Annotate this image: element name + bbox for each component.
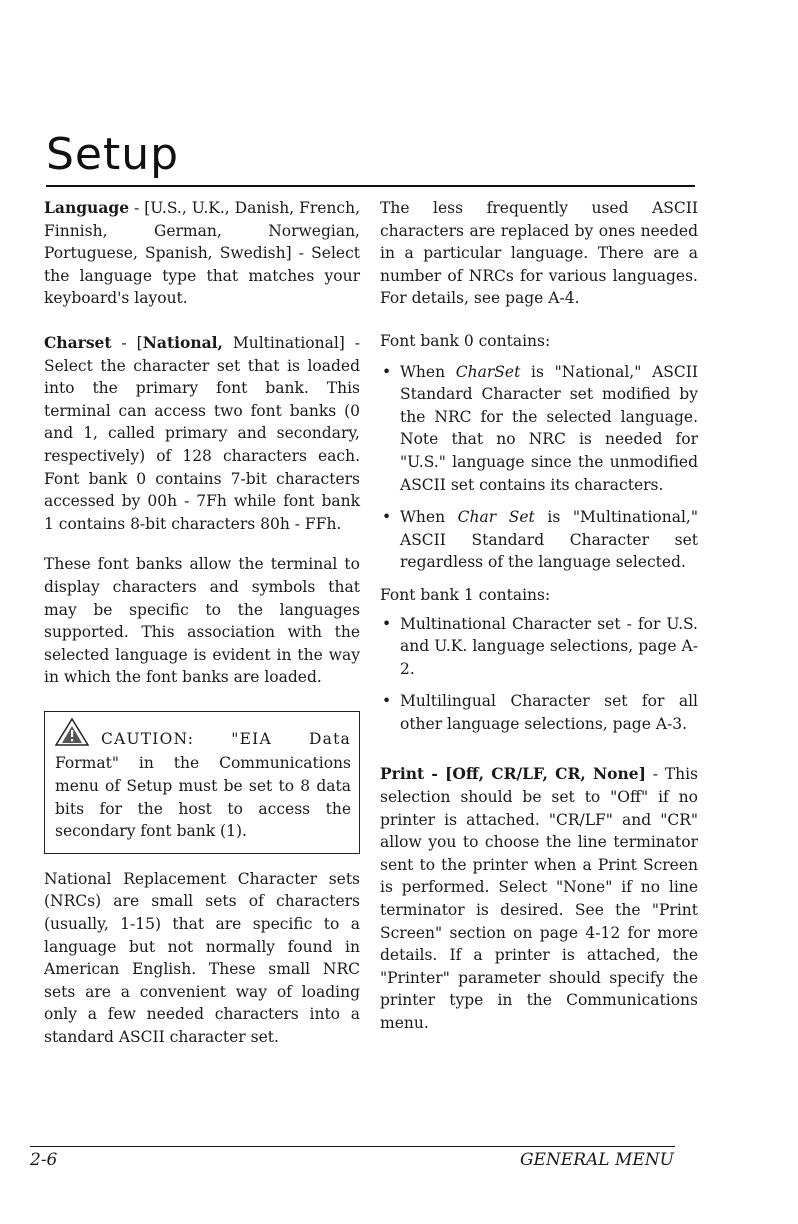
list-item: • Multilingual Character set for all other language selections, page A-3. [400, 690, 698, 735]
print-paragraph [380, 763, 698, 1034]
charset-term: Charset [44, 332, 112, 352]
bank0-list [380, 361, 698, 574]
font-banks-paragraph: These font banks allow the terminal to display characters and symbols that may be specific to the languages supported. This association with the selected language is evident in the way in which the font banks are loaded. [44, 555, 360, 687]
list-item: • When CharSet is "National," ASCII Standard Character set modified by the NRC for the selected language. Note that no NRC is needed for "U.S." language since the unmodified ASCII set contains its characters. [400, 361, 698, 497]
print-text: - This selection should be set to "Off" if no printer is attached. "CR/LF" and "CR" allow you to choose the line terminator sent to the printer when a Print Screen is performed. Select "None" if no line terminator is desired. See the "Print Screen" section on page 4-12 for more details. If a printer is attached, the "Printer" parameter should specify the printer type in the Communications menu. [380, 765, 698, 1032]
title-rule [46, 185, 695, 187]
language-text: - [U.S., U.K., Danish, French, Finnish, German, Norwegian, Portuguese, Spanish, Swedish] - Select the language type that matches your keyboard's layout. [44, 199, 360, 308]
intro-paragraph: The less frequently used ASCII characters are replaced by ones needed in a particular language. There are a number of NRCs for various languages. For details, see page A-4. [380, 199, 698, 308]
list-item: • Multinational Character set - for U.S. and U.K. language selections, page A-2. [400, 613, 698, 681]
caution-box [44, 711, 360, 854]
page-title: Setup [46, 129, 180, 180]
caution-text: Format" in the Communications menu of Setup must be set to 8 data bits for the host to access the secondary font bank (1). [55, 754, 351, 841]
bank0-label: Font bank 0 contains: [380, 331, 551, 350]
caution-paragraph [55, 718, 351, 843]
list-item: • When Char Set is "Multinational," ASCII Standard Character set regardless of the language selected. [400, 506, 698, 574]
emphasis: CharSet [455, 362, 521, 381]
right-column [380, 197, 698, 1035]
bank1-label: Font bank 1 contains: [380, 585, 551, 604]
charset-text: Multinational] - Select the character set that is loaded into the primary font bank. This terminal can access two font banks (0 and 1, called primary and secondary, respectively) of 128 characters each. Font bank 0 contains 7-bit characters accessed by 00h - 7Fh while font bank 1 contains 8-bit characters 80h - FFh. [44, 333, 361, 533]
emphasis: Char Set [457, 508, 535, 527]
footer-rule [30, 1146, 675, 1147]
warning-icon [55, 718, 89, 753]
charset-dash: - [ [111, 333, 143, 352]
section-title: GENERAL MENU [519, 1150, 674, 1170]
charset-default: National, [142, 332, 223, 352]
page-number: 2-6 [30, 1150, 58, 1170]
caution-heading: CAUTION: "EIA Data [101, 729, 351, 748]
language-paragraph [44, 197, 360, 310]
language-term: Language [44, 198, 130, 217]
charset-paragraph [44, 332, 360, 535]
nrc-paragraph: National Replacement Character sets (NRCs) are small sets of characters (usually, 1-15) that are specific to a language but not normally found in American English. These small NRC sets are a convenient way of loading only a few needed characters into a standard ASCII character set. [44, 869, 360, 1046]
bank1-list [380, 613, 698, 736]
left-column [44, 197, 360, 1049]
print-term: Print - [Off, CR/LF, CR, None] [380, 764, 646, 784]
